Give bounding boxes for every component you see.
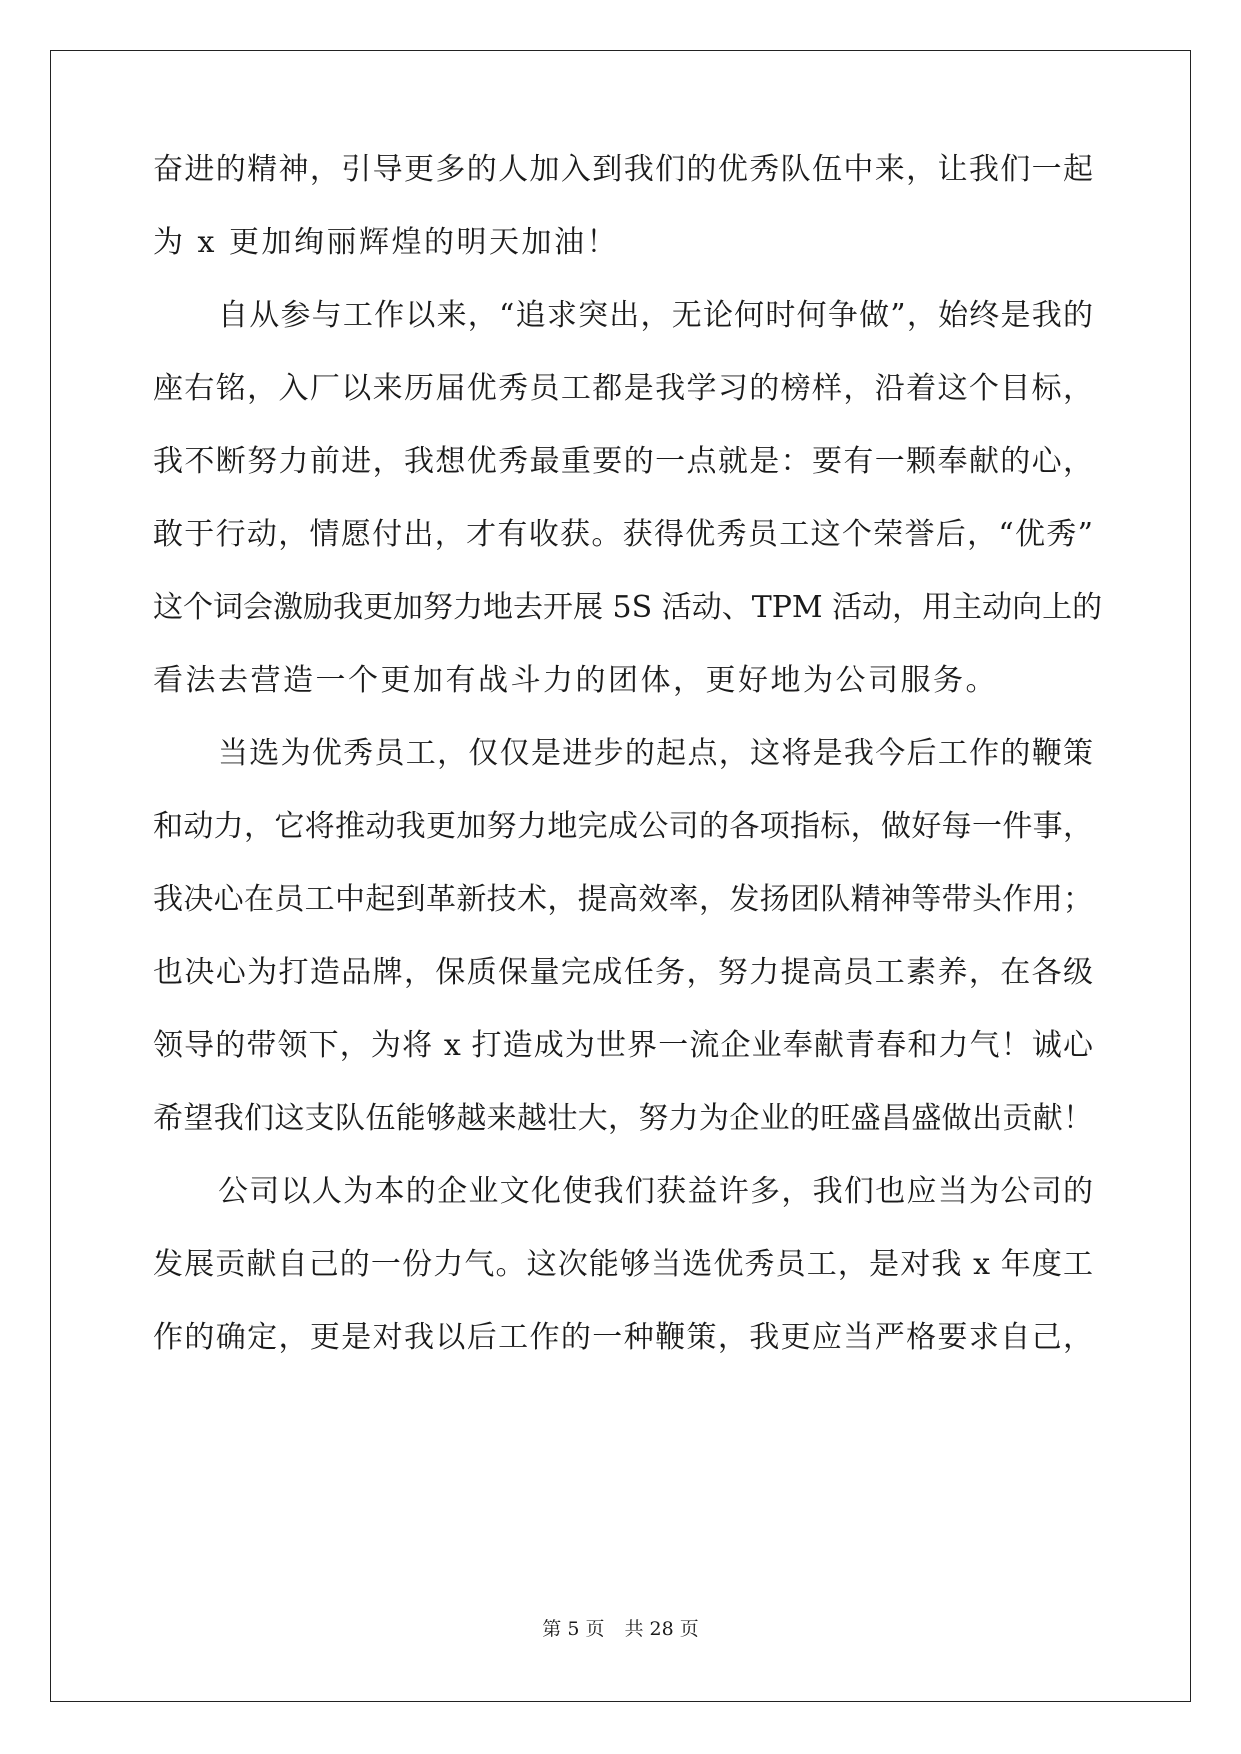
page-number: 第 5 页 — [542, 1618, 605, 1640]
text-line: 敢于行动，情愿付出，才有收获。获得优秀员工这个荣誉后，“优秀” — [153, 517, 1093, 552]
text-line: 我不断努力前进，我想优秀最重要的一点就是：要有一颗奉献的心， — [153, 444, 1093, 479]
text-line: 座右铭，入厂以来历届优秀员工都是我学习的榜样，沿着这个目标， — [153, 371, 1093, 406]
text-line: 奋进的精神，引导更多的人加入到我们的优秀队伍中来，让我们一起 — [153, 152, 1093, 187]
text-line: 公司以人为本的企业文化使我们获益许多，我们也应当为公司的 — [218, 1174, 1093, 1209]
text-line: 看法去营造一个更加有战斗力的团体，更好地为公司服务。 — [153, 663, 998, 698]
text-line: 为 x 更加绚丽辉煌的明天加油！ — [153, 225, 619, 260]
text-line: 希望我们这支队伍能够越来越壮大，努力为企业的旺盛昌盛做出贡献！ — [153, 1101, 1093, 1136]
text-line: 我决心在员工中起到革新技术，提高效率，发扬团队精神等带头作用； — [153, 882, 1093, 917]
text-line: 也决心为打造品牌，保质保量完成任务，努力提高员工素养，在各级 — [153, 955, 1093, 990]
page-total: 共 28 页 — [624, 1618, 699, 1640]
text-line: 自从参与工作以来，“追求突出，无论何时何争做”，始终是我的 — [218, 298, 1093, 333]
text-line: 和动力，它将推动我更加努力地完成公司的各项指标，做好每一件事， — [153, 809, 1093, 844]
text-line: 作的确定，更是对我以后工作的一种鞭策，我更应当严格要求自己， — [153, 1320, 1093, 1355]
page-footer — [0, 1617, 1241, 1641]
text-line: 这个词会激励我更加努力地去开展 5S 活动、TPM 活动，用主动向上的 — [153, 590, 1103, 625]
text-line: 当选为优秀员工，仅仅是进步的起点，这将是我今后工作的鞭策 — [218, 736, 1093, 771]
text-line: 领导的带领下，为将 x 打造成为世界一流企业奉献青春和力气！诚心 — [153, 1028, 1093, 1063]
text-line: 发展贡献自己的一份力气。这次能够当选优秀员工，是对我 x 年度工 — [153, 1247, 1093, 1282]
